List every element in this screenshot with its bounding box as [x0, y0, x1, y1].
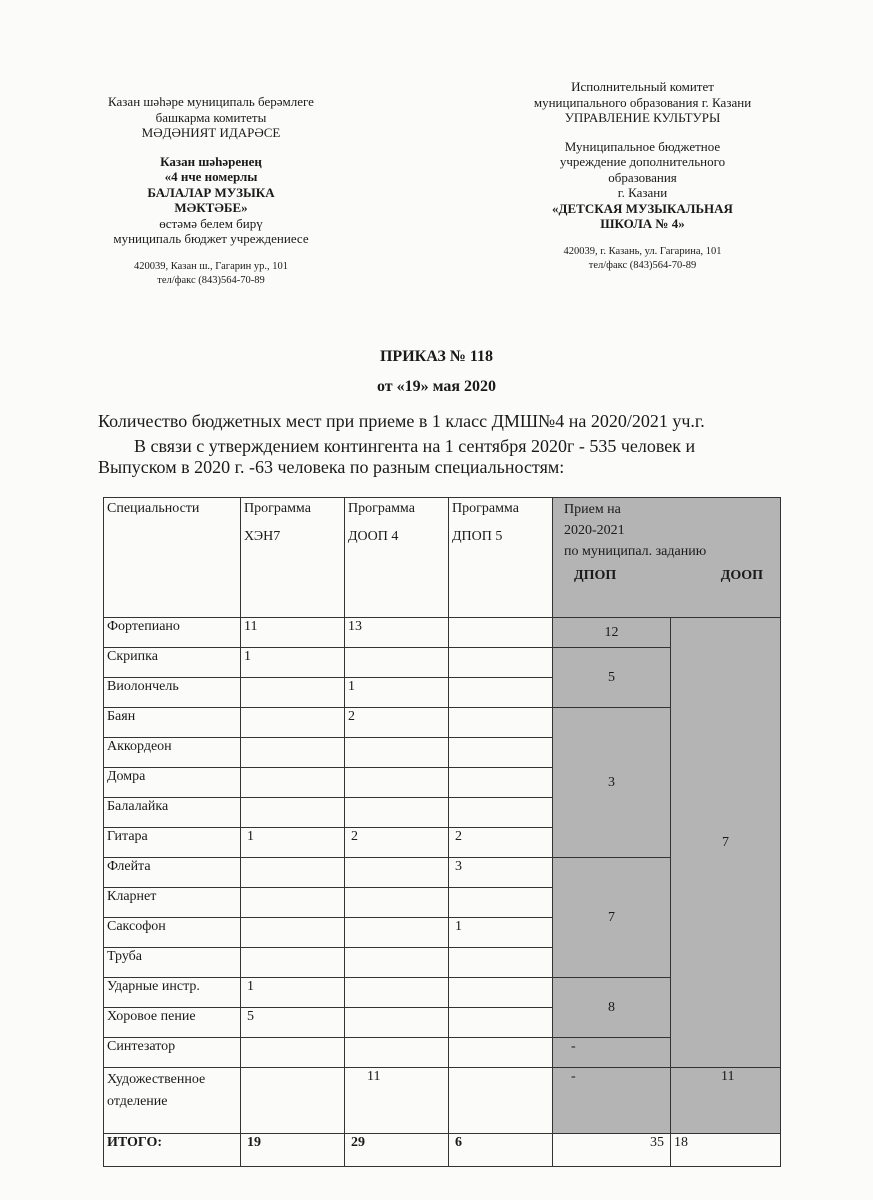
specialty-name: Флейта [104, 858, 241, 888]
cell-program-1: 5 [241, 1008, 345, 1038]
cell-program-2 [345, 738, 449, 768]
specialty-name: Труба [104, 948, 241, 978]
header-left [85, 94, 337, 288]
cell-program-3 [449, 678, 553, 708]
cell-program-1 [241, 948, 345, 978]
specialty-name: Балалайка [104, 798, 241, 828]
header-right-address: 420039, г. Казань, ул. Гагарина, 101 [563, 245, 722, 257]
intro-text [98, 411, 758, 478]
cell-program-3 [449, 1068, 553, 1134]
specialty-name: Кларнет [104, 888, 241, 918]
total-doop: 18 [671, 1134, 781, 1167]
cell-program-2 [345, 798, 449, 828]
cell-program-3 [449, 948, 553, 978]
cell-program-2 [345, 888, 449, 918]
cell-program-3 [449, 618, 553, 648]
order-title: ПРИКАЗ № 118 [379, 348, 494, 365]
cell-program-3 [449, 738, 553, 768]
header-right-line: Исполнительный комитет [571, 79, 714, 94]
table-header-row [104, 498, 781, 618]
cell-program-1 [241, 888, 345, 918]
header-right-phone: тел/факс (843)564-70-89 [588, 259, 697, 271]
cell-program-3 [449, 708, 553, 738]
cell-program-3 [449, 798, 553, 828]
header-program-1: Программа ХЭН7 [241, 498, 345, 618]
header-right-line: «ДЕТСКАЯ МУЗЫКАЛЬНАЯ [552, 200, 733, 216]
dpop-winds: 7 [553, 858, 671, 978]
header-right-line: г. Казани [617, 185, 668, 200]
specialty-name: Баян [104, 708, 241, 738]
total-label: ИТОГО: [104, 1134, 241, 1167]
cell-program-2 [345, 648, 449, 678]
total-program-2: 29 [345, 1134, 449, 1167]
cell-program-3 [449, 768, 553, 798]
header-left-line: муниципаль бюджет учреждениесе [113, 231, 309, 246]
dpop-synth: - [553, 1038, 671, 1068]
cell-program-1: 1 [241, 828, 345, 858]
cell-program-2 [345, 1008, 449, 1038]
intro-paragraph-1: Количество бюджетных мест при приеме в 1 класс ДМШ№4 на 2020/2021 уч.г. [98, 411, 705, 431]
table-row [104, 1068, 781, 1134]
specialty-name: Саксофон [104, 918, 241, 948]
cell-program-1 [241, 678, 345, 708]
order-date: от «19» мая 2020 [376, 378, 497, 395]
header-left-line: Казан шәһәренең [160, 153, 262, 169]
total-dpop: 35 [553, 1134, 671, 1167]
cell-program-1 [241, 1068, 345, 1134]
total-program-1: 19 [241, 1134, 345, 1167]
header-specialty: Специальности [104, 498, 241, 618]
total-program-3: 6 [449, 1134, 553, 1167]
header-program-2: Программа ДООП 4 [345, 498, 449, 618]
admission-table [103, 497, 781, 1167]
specialty-name: Гитара [104, 828, 241, 858]
cell-program-3 [449, 978, 553, 1008]
header-right-line: образования [608, 169, 677, 185]
specialty-name: Синтезатор [104, 1038, 241, 1068]
dpop-art: - [553, 1068, 671, 1134]
doop-art: 11 [671, 1068, 781, 1134]
cell-program-3 [449, 1038, 553, 1068]
cell-program-1: 1 [241, 978, 345, 1008]
cell-program-1 [241, 798, 345, 828]
cell-program-2 [345, 978, 449, 1008]
header-admission: Прием на 2020-2021 по муниципал. заданию ДПОП ДООП [553, 498, 781, 618]
header-right-line: муниципального образования г. Казани [533, 94, 752, 110]
specialty-name: Ударные инстр. [104, 978, 241, 1008]
header-left-line: Казан шәһәре муниципаль берәмлеге [108, 94, 314, 109]
cell-program-2: 13 [345, 618, 449, 648]
header-left-line: МӘДӘНИЯТ ИДАРӘСЕ [141, 125, 281, 140]
cell-program-3: 3 [449, 858, 553, 888]
cell-program-2 [345, 858, 449, 888]
cell-program-1 [241, 1038, 345, 1068]
specialty-name: Художественное отделение [104, 1068, 241, 1134]
cell-program-2: 2 [345, 828, 449, 858]
doop-main: 7 [671, 618, 781, 1068]
dpop-strings: 5 [553, 648, 671, 708]
cell-program-3: 1 [449, 918, 553, 948]
header-right-line: Муниципальное бюджетное [564, 138, 721, 154]
cell-program-2: 11 [345, 1068, 449, 1134]
specialty-name: Аккордеон [104, 738, 241, 768]
cell-program-2 [345, 918, 449, 948]
header-right [495, 79, 790, 273]
cell-program-3 [449, 888, 553, 918]
cell-program-1 [241, 768, 345, 798]
dpop-piano: 12 [553, 618, 671, 648]
cell-program-1: 1 [241, 648, 345, 678]
header-right-line: ШКОЛА № 4» [600, 216, 685, 231]
specialty-name: Виолончель [104, 678, 241, 708]
dpop-choir: 8 [553, 978, 671, 1038]
header-right-line: учреждение дополнительного [559, 154, 726, 169]
cell-program-3 [449, 648, 553, 678]
cell-program-2: 2 [345, 708, 449, 738]
cell-program-2: 1 [345, 678, 449, 708]
header-admission-doop: ДООП [720, 568, 764, 583]
intro-paragraph-2: В связи с утверждением контингента на 1 сентября 2020г - 535 человек и Выпуском в 2020 г. -63 человека по разным специальностям: [98, 436, 696, 477]
cell-program-2 [345, 768, 449, 798]
specialty-name: Домра [104, 768, 241, 798]
cell-program-1 [241, 738, 345, 768]
header-left-line: МӘКТӘБЕ» [174, 200, 248, 215]
specialty-name: Хоровое пение [104, 1008, 241, 1038]
table-total-row [104, 1134, 781, 1167]
cell-program-1: 11 [241, 618, 345, 648]
header-left-line: БАЛАЛАР МУЗЫКА [147, 184, 275, 200]
cell-program-1 [241, 918, 345, 948]
header-left-line: башкарма комитеты [155, 109, 267, 125]
header-left-phone: тел/факс (843)564-70-89 [157, 274, 265, 286]
header-left-line: өстәмә белем бирү [159, 215, 263, 231]
header-program-3: Программа ДПОП 5 [449, 498, 553, 618]
cell-program-1 [241, 708, 345, 738]
header-left-address: 420039, Казан ш., Гагарин ур., 101 [134, 260, 288, 272]
cell-program-3: 2 [449, 828, 553, 858]
specialty-name: Фортепиано [104, 618, 241, 648]
table-row [104, 618, 781, 648]
cell-program-3 [449, 1008, 553, 1038]
header-admission-dpop: ДПОП [574, 568, 617, 583]
cell-program-2 [345, 948, 449, 978]
dpop-folk: 3 [553, 708, 671, 858]
cell-program-2 [345, 1038, 449, 1068]
header-right-line: УПРАВЛЕНИЕ КУЛЬТУРЫ [564, 110, 721, 125]
cell-program-1 [241, 858, 345, 888]
header-left-line: «4 нче номерлы [164, 169, 258, 184]
specialty-name: Скрипка [104, 648, 241, 678]
